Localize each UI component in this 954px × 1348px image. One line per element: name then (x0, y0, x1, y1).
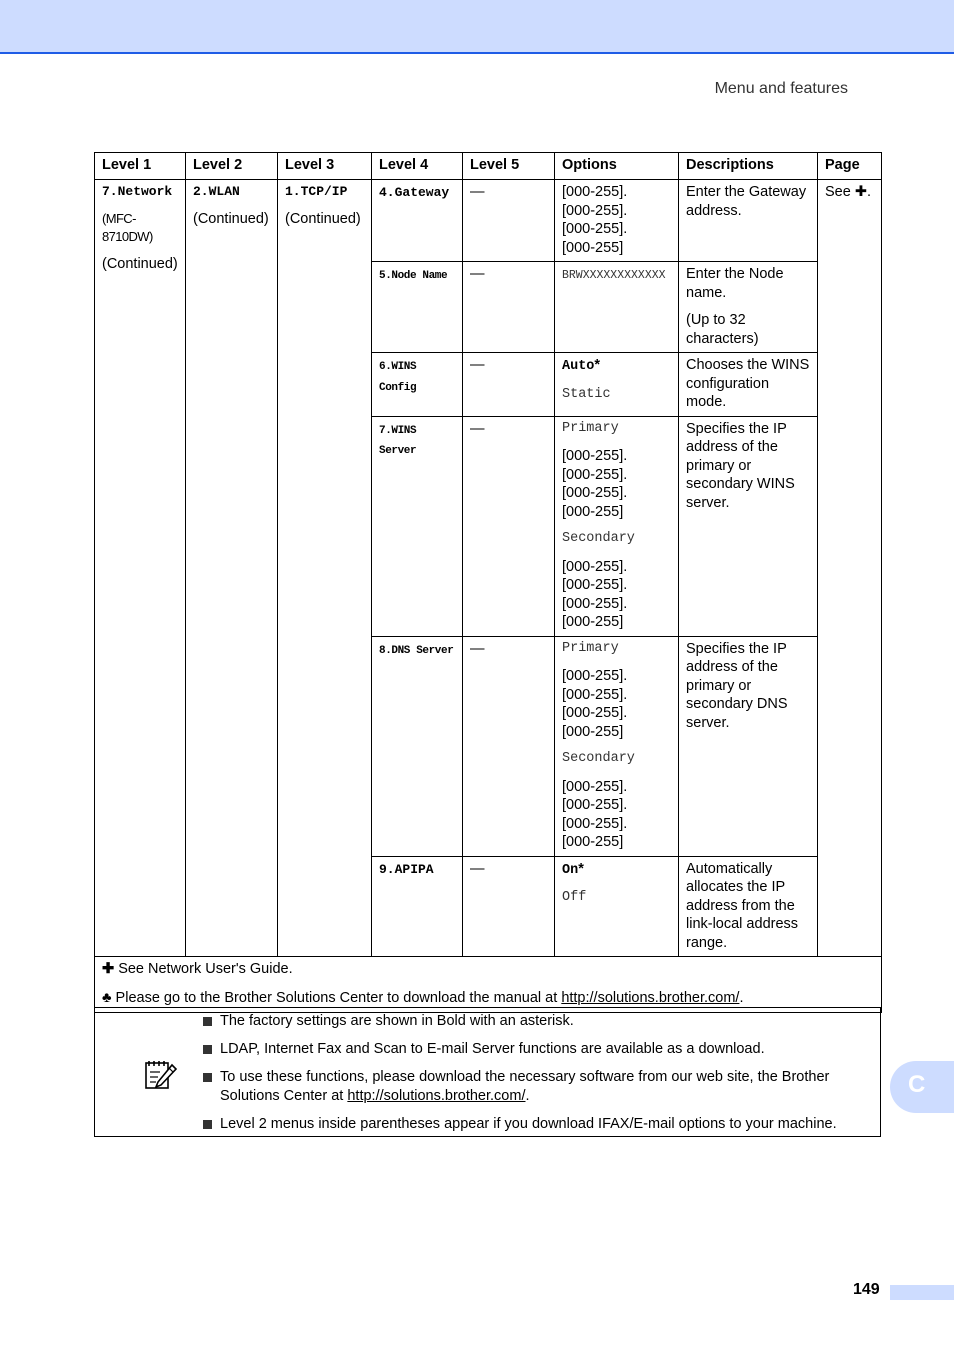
solutions-link[interactable]: http://solutions.brother.com/ (347, 1088, 526, 1104)
footnote-row (95, 957, 882, 1013)
ip-octet: [000-255]. (562, 595, 628, 612)
ip-octet: [000-255] (562, 503, 624, 520)
ip-octet: [000-255]. (562, 466, 628, 483)
description-text: Enter the Gateway address. (686, 184, 807, 219)
header-band (0, 0, 954, 54)
level3-code: 1.TCP/IP (285, 184, 348, 199)
options-cell (555, 856, 679, 957)
level4-label: 6.WINS Config (379, 361, 417, 394)
ip-octet: [000-255]. (562, 705, 628, 721)
level5-cell (463, 262, 555, 353)
level2-code: 2.WLAN (193, 184, 240, 199)
level5-dash: — (470, 184, 485, 200)
level4-label: 5.Node Name (379, 270, 448, 282)
level4-cell (372, 180, 463, 262)
column-header: Level 4 (372, 153, 463, 180)
page-number-bar (890, 1285, 954, 1300)
note-item (203, 1012, 863, 1031)
options-cell (555, 636, 679, 856)
note-list (203, 1012, 863, 1143)
note-pencil-icon (143, 1058, 177, 1092)
note-text: The factory settings are shown in Bold with an asterisk. (220, 1013, 574, 1029)
ip-octet: [000-255]. (562, 778, 628, 795)
level5-dash: — (470, 860, 485, 877)
column-header: Level 3 (278, 153, 372, 180)
options-cell (555, 180, 679, 262)
ip-octet: [000-255]. (562, 448, 628, 464)
ip-octet: [000-255]. (562, 485, 628, 501)
level4-label: 4.Gateway (379, 185, 450, 200)
primary-label: Primary (562, 420, 619, 436)
level4-label: 7.WINS Server (379, 424, 417, 457)
column-header: Descriptions (679, 153, 818, 180)
other-option: Off (562, 890, 587, 905)
level5-cell (463, 636, 555, 856)
level5-cell (463, 416, 555, 636)
column-header: Options (555, 153, 679, 180)
ip-octet: [000-255]. (562, 668, 628, 684)
options-cell (555, 416, 679, 636)
level5-dash: — (470, 640, 485, 657)
note-item (203, 1040, 863, 1059)
ip-octet: [000-255] (562, 834, 624, 850)
level5-dash: — (470, 420, 485, 437)
default-asterisk: * (594, 357, 601, 373)
description-note: (Up to 32 characters) (686, 312, 759, 347)
description-cell (679, 856, 818, 957)
column-header: Page (818, 153, 882, 180)
ip-octet: [000-255]. (562, 686, 628, 703)
note-box (94, 1007, 881, 1137)
description-cell (679, 262, 818, 353)
level3-note: (Continued) (285, 210, 361, 227)
note-end: . (525, 1088, 530, 1104)
ip-octet: [000-255]. (562, 558, 628, 575)
ip-octet: [000-255]. (562, 184, 628, 200)
level2-cell (186, 180, 278, 957)
ip-octet: [000-255] (562, 239, 624, 256)
level1-cell (95, 180, 186, 957)
ip-octet: [000-255]. (562, 221, 628, 237)
ip-octet: [000-255] (562, 723, 624, 740)
level4-label: 8.DNS Server (379, 644, 454, 657)
level4-cell (372, 262, 463, 353)
level5-cell (463, 180, 555, 262)
ip-octet: [000-255]. (562, 202, 628, 219)
square-bullet-icon (203, 1073, 212, 1082)
footnote-cross (102, 960, 875, 979)
page-reference: See ✚. (825, 184, 872, 200)
club-icon: ♣ (102, 990, 112, 1006)
note-item (203, 1068, 863, 1106)
column-header: Level 2 (186, 153, 278, 180)
default-asterisk: * (578, 860, 584, 877)
menu-table (94, 152, 882, 1013)
footnote-club (102, 989, 875, 1008)
page-number: 149 (853, 1281, 880, 1298)
description-text: Enter the Node name. (686, 266, 784, 301)
level1-note: (Continued) (102, 255, 178, 272)
ip-octet: [000-255]. (562, 797, 628, 813)
secondary-label: Secondary (562, 531, 635, 546)
level4-cell (372, 353, 463, 417)
square-bullet-icon (203, 1017, 212, 1026)
level5-cell (463, 353, 555, 417)
level4-cell (372, 856, 463, 957)
level5-dash: — (470, 266, 485, 282)
chapter-tab (890, 1061, 954, 1113)
footnote-cell (95, 957, 882, 1013)
footnote-text: See Network User's Guide. (118, 961, 293, 977)
level3-cell (278, 180, 372, 957)
note-text: To use these functions, please download the necessary software from our web site, the Brother Solutions Center at (220, 1069, 830, 1104)
level5-cell (463, 856, 555, 957)
solutions-link[interactable]: http://solutions.brother.com/ (561, 990, 740, 1006)
cross-icon: ✚ (102, 961, 115, 977)
ip-octet: [000-255]. (562, 577, 628, 593)
level1-model: (MFC-8710DW) (102, 210, 153, 244)
level4-label: 9.APIPA (379, 861, 434, 877)
description-cell (679, 636, 818, 856)
page-cell (818, 180, 882, 957)
note-text: Level 2 menus inside parentheses appear if you download IFAX/E-mail options to your machine. (220, 1116, 837, 1132)
column-header: Level 1 (95, 153, 186, 180)
default-option: Auto (562, 359, 595, 374)
ip-octet: [000-255] (562, 614, 624, 630)
level4-cell (372, 416, 463, 636)
primary-label: Primary (562, 640, 619, 656)
column-header: Level 5 (463, 153, 555, 180)
level1-code: 7.Network (102, 184, 173, 199)
note-item (203, 1115, 863, 1134)
ip-octet: [000-255]. (562, 815, 628, 832)
section-title: Menu and features (714, 80, 848, 97)
footnote-text: Please go to the Brother Solutions Center to download the manual at (115, 990, 562, 1006)
description-cell (679, 353, 818, 417)
description-text: Automatically allocates the IP address from the link-local address range. (686, 860, 799, 951)
chapter-tab-label: C (908, 1071, 926, 1098)
table-row (95, 180, 882, 262)
square-bullet-icon (203, 1045, 212, 1054)
description-text: Specifies the IP address of the primary or secondary DNS server. (686, 640, 788, 731)
description-text: Specifies the IP address of the primary or secondary WINS server. (686, 420, 795, 511)
description-text: Chooses the WINS configuration mode. (686, 357, 810, 410)
options-cell (555, 262, 679, 353)
description-cell (679, 416, 818, 636)
options-cell (555, 353, 679, 417)
footnote-end: . (739, 990, 744, 1006)
default-option: On (562, 862, 579, 878)
table-header-row (95, 153, 882, 180)
square-bullet-icon (203, 1120, 212, 1129)
secondary-label: Secondary (562, 751, 635, 766)
node-name-option: BRWXXXXXXXXXXXX (562, 269, 666, 282)
level5-dash: — (470, 357, 485, 373)
note-text: LDAP, Internet Fax and Scan to E-mail Server functions are available as a download. (220, 1041, 765, 1057)
level4-cell (372, 636, 463, 856)
level2-note: (Continued) (193, 210, 269, 227)
description-cell (679, 180, 818, 262)
other-option: Static (562, 386, 611, 402)
